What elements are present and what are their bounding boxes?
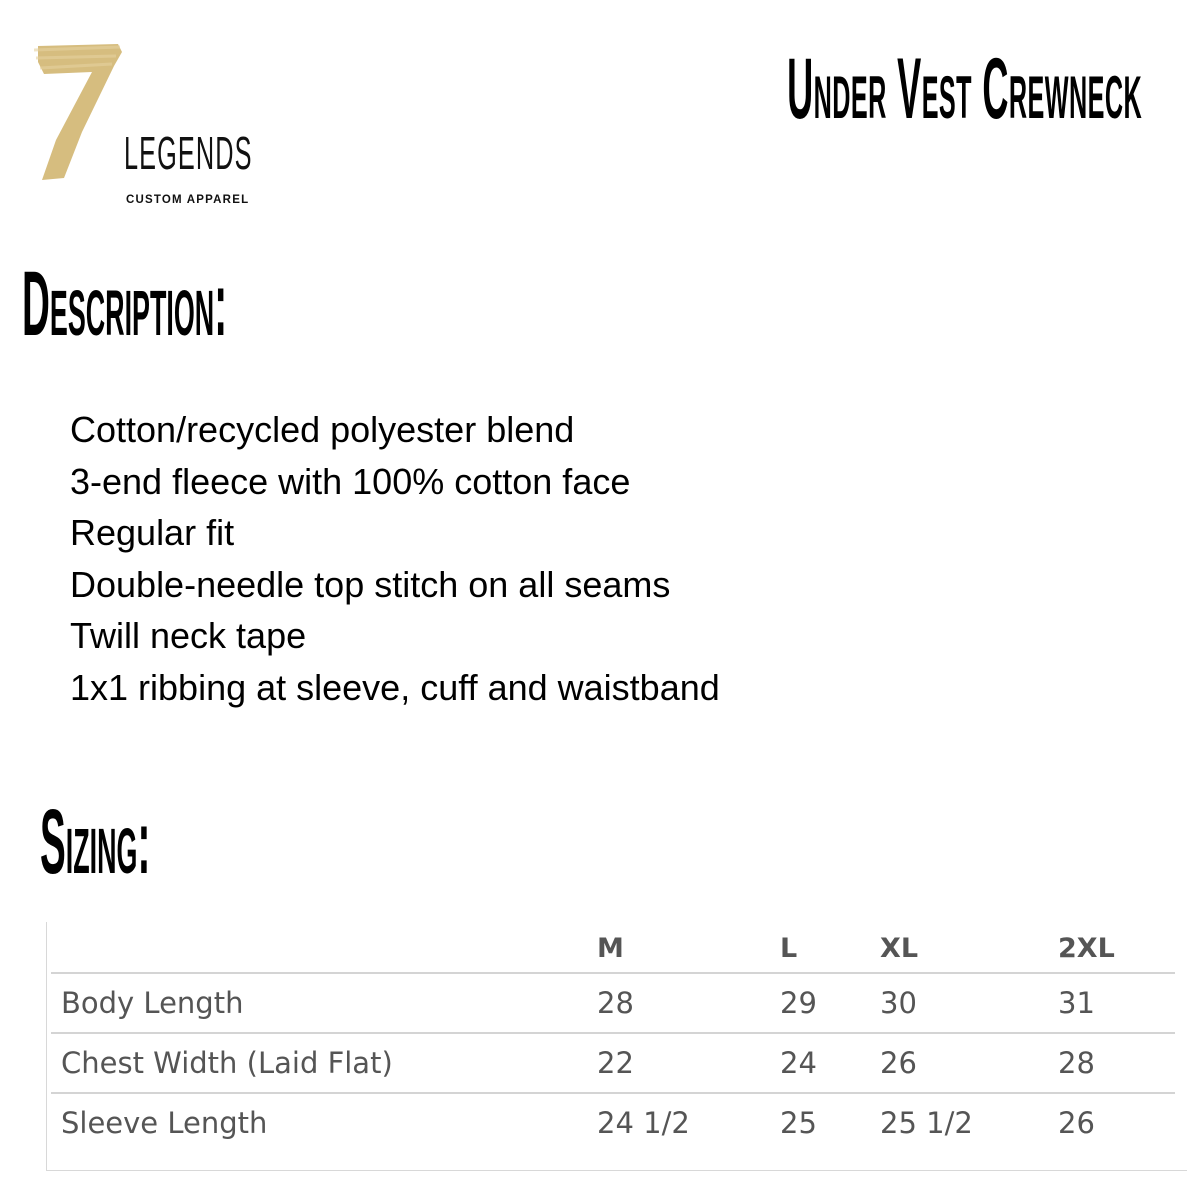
table-row: [51, 1093, 1175, 1152]
table-cell: 26: [1058, 1106, 1095, 1140]
table-cell: 28: [597, 973, 780, 1033]
sizing-heading: Sizing:: [40, 791, 151, 893]
logo-tagline: CUSTOM APPAREL: [126, 194, 250, 206]
table-row: [51, 973, 1175, 1033]
description-item: Twill neck tape: [70, 615, 307, 656]
logo-seven-mark: [34, 44, 134, 184]
logo-wordmark: LEGENDS: [124, 127, 253, 179]
description-item: Double-needle top stitch on all seams: [70, 563, 671, 605]
table-cell: 26: [880, 1033, 1058, 1093]
table-cell: 30: [880, 973, 1058, 1033]
table-cell: 28: [1058, 1033, 1175, 1093]
table-cell: 24: [780, 1033, 880, 1093]
table-header-row: [51, 924, 1175, 973]
description-item: 1x1 ribbing at sleeve, cuff and waistband: [70, 666, 720, 708]
description-item: 3-end fleece with 100% cotton face: [70, 460, 631, 502]
column-header: XL: [880, 924, 1058, 973]
table-cell: 25 1/2: [880, 1106, 973, 1140]
row-label: Chest Width (Laid Flat): [51, 1033, 597, 1093]
description-heading: Description:: [22, 253, 228, 355]
table-cell: 25: [780, 1106, 817, 1140]
product-title: Under Vest Crewneck: [787, 41, 1142, 137]
table-cell: 29: [780, 973, 880, 1033]
description-item: Regular fit: [70, 512, 235, 553]
description-item: Cotton/recycled polyester blend: [70, 409, 575, 450]
table-cell: 24 1/2: [597, 1106, 690, 1140]
table-cell: 31: [1058, 973, 1175, 1033]
table-row: [51, 1033, 1175, 1093]
description-list: [70, 404, 720, 713]
row-label: Body Length: [51, 973, 597, 1033]
sizing-table: [51, 924, 1175, 1152]
brand-logo: [34, 44, 253, 206]
table-corner-cell: [51, 924, 597, 973]
column-header: 2XL: [1058, 924, 1175, 973]
table-cell: 22: [597, 1033, 780, 1093]
column-header: L: [780, 924, 880, 973]
column-header: M: [597, 924, 780, 973]
row-label: Sleeve Length: [61, 1106, 268, 1140]
